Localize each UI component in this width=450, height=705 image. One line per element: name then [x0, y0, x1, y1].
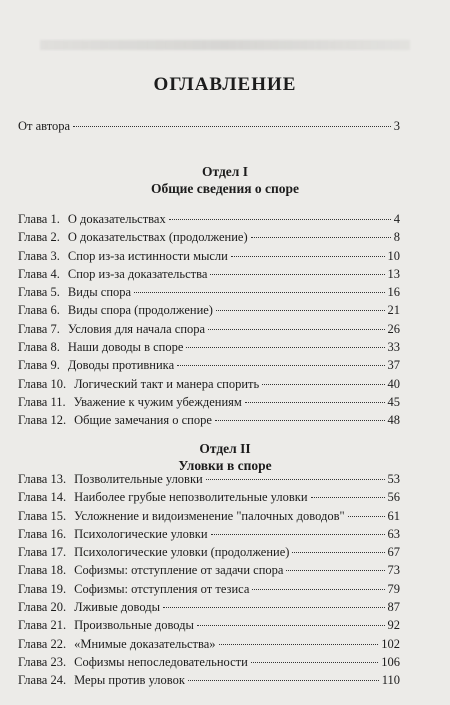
toc-entry [18, 655, 400, 673]
chapter-title: Виды спора (продолжение) [67, 303, 213, 318]
toc-entry [18, 618, 400, 636]
chapter-title: Усложнение и видоизменение "палочных доводов" [74, 508, 345, 523]
dot-leader [211, 534, 385, 535]
dot-leader [177, 365, 384, 366]
chapter-label: Глава 5. [18, 285, 60, 300]
chapter-label: Глава 15. [18, 508, 67, 523]
dot-leader [251, 237, 391, 238]
chapter-label: Глава 16. [18, 526, 67, 541]
toc-entry [18, 395, 400, 413]
section-header-2 [0, 440, 450, 474]
chapter-page: 40 [387, 376, 400, 391]
chapter-page: 92 [387, 618, 400, 633]
chapter-page: 79 [387, 581, 400, 596]
chapter-title: Меры против уловок [74, 673, 185, 688]
chapter-page: 102 [381, 636, 400, 651]
chapter-title: Уважение к чужим убеждениям [73, 394, 242, 409]
chapter-label: Глава 7. [18, 321, 60, 336]
toc-entry [18, 563, 400, 581]
chapter-label: Глава 8. [18, 340, 60, 355]
toc-entry [18, 267, 400, 285]
chapter-page: 56 [387, 490, 400, 505]
toc-entry-title: От автора [18, 119, 71, 133]
section-name: Отдел I [202, 164, 248, 179]
chapter-title: Условия для начала спора [67, 321, 206, 336]
dot-leader [186, 347, 384, 348]
dot-leader [252, 589, 384, 590]
toc-entry-page: 3 [393, 119, 400, 133]
toc-entry [18, 490, 400, 508]
dot-leader [311, 497, 385, 498]
chapter-title: Психологические уловки (продолжение) [74, 545, 290, 560]
chapter-title: Спор из-за истинности мысли [67, 248, 228, 263]
chapter-title: Софизмы: отступление от задачи спора [74, 563, 284, 578]
chapter-title: Общие замечания о споре [74, 413, 212, 428]
dot-leader [292, 552, 384, 553]
chapter-page: 106 [381, 654, 400, 669]
chapter-page: 67 [387, 545, 400, 560]
dot-leader [210, 274, 384, 275]
dot-leader [208, 329, 384, 330]
bleed-through-text [40, 40, 410, 50]
chapter-page: 87 [387, 600, 400, 615]
dot-leader [163, 607, 385, 608]
toc-entry [18, 413, 400, 431]
chapter-page: 10 [387, 248, 400, 263]
chapter-label: Глава 21. [18, 618, 67, 633]
toc-entry [18, 230, 400, 248]
chapter-title: Наши доводы в споре [67, 340, 184, 355]
chapter-page: 26 [387, 321, 400, 336]
chapter-page: 61 [387, 508, 400, 523]
chapter-title: Позволительные уловки [74, 472, 203, 486]
section-subtitle: Общие сведения о споре [150, 181, 300, 196]
dot-leader [188, 680, 379, 681]
chapter-title: Спор из-за доказательства [67, 266, 208, 281]
toc-entry [18, 600, 400, 618]
toc-entry [18, 340, 400, 358]
dot-leader [348, 516, 385, 517]
toc-entry [18, 637, 400, 655]
chapter-label: Глава 4. [18, 266, 60, 281]
dot-leader [286, 570, 384, 571]
chapter-title: Логический такт и манера спорить [74, 376, 260, 391]
toc-entry-foreword [18, 119, 400, 134]
toc-entry [18, 358, 400, 376]
chapter-title: Психологические уловки [74, 526, 208, 541]
chapter-label: Глава 3. [18, 248, 60, 263]
chapter-title: Лживые доводы [74, 600, 160, 615]
dot-leader [216, 310, 385, 311]
chapter-title: Софизмы: отступления от тезиса [74, 581, 250, 596]
chapter-label: Глава 24. [18, 673, 67, 688]
chapter-page: 37 [387, 358, 400, 373]
chapter-page: 4 [393, 212, 400, 226]
dot-leader [231, 256, 385, 257]
chapter-label: Глава 12. [18, 413, 67, 428]
toc-entry [18, 472, 400, 490]
chapter-label: Глава 6. [18, 303, 60, 318]
dot-leader [262, 384, 384, 385]
toc-entry [18, 322, 400, 340]
chapter-label: Глава 2. [18, 230, 60, 245]
section-header-1 [0, 163, 450, 197]
chapter-page: 16 [387, 285, 400, 300]
chapter-label: Глава 23. [18, 654, 67, 669]
chapter-label: Глава 22. [18, 636, 67, 651]
chapter-title: «Мнимые доказательства» [74, 636, 216, 651]
chapter-label: Глава 10. [18, 376, 67, 391]
chapter-list-section-1 [18, 212, 400, 432]
section-name: Отдел II [199, 441, 251, 456]
toc-entry [18, 545, 400, 563]
chapter-page: 45 [387, 394, 400, 409]
chapter-page: 13 [387, 266, 400, 281]
toc-entry [18, 509, 400, 527]
chapter-label: Глава 9. [18, 358, 60, 373]
toc-entry [18, 303, 400, 321]
toc-entry [18, 212, 400, 230]
chapter-title: Доводы противника [67, 358, 175, 373]
toc-entry [18, 377, 400, 395]
chapter-page: 53 [387, 472, 400, 486]
dot-leader [215, 420, 385, 421]
dot-leader [134, 292, 384, 293]
chapter-page: 110 [381, 673, 400, 688]
chapter-title: О доказательствах (продолжение) [67, 230, 248, 245]
toc-entry [18, 673, 400, 691]
chapter-title: Виды спора [67, 285, 132, 300]
section-subtitle: Уловки в споре [178, 458, 272, 473]
chapter-page: 63 [387, 526, 400, 541]
chapter-label: Глава 18. [18, 563, 67, 578]
chapter-label: Глава 20. [18, 600, 67, 615]
chapter-label: Глава 14. [18, 490, 67, 505]
chapter-label: Глава 19. [18, 581, 67, 596]
dot-leader [73, 126, 391, 127]
chapter-title: Произвольные доводы [74, 618, 194, 633]
toc-entry [18, 527, 400, 545]
chapter-label: Глава 11. [18, 394, 66, 409]
toc-entry [18, 249, 400, 267]
toc-entry [18, 285, 400, 303]
chapter-page: 21 [387, 303, 400, 318]
chapter-page: 73 [387, 563, 400, 578]
chapter-label: Глава 1. [18, 212, 60, 226]
chapter-page: 33 [387, 340, 400, 355]
chapter-page: 48 [387, 413, 400, 428]
toc-entry [18, 582, 400, 600]
dot-leader [245, 402, 385, 403]
dot-leader [206, 479, 385, 480]
page-title: ОГЛАВЛЕНИЕ [153, 74, 297, 95]
chapter-title: О доказательствах [67, 212, 166, 226]
chapter-label: Глава 17. [18, 545, 67, 560]
chapter-page: 8 [393, 230, 400, 245]
chapter-list-section-2 [18, 472, 400, 692]
dot-leader [169, 219, 391, 220]
dot-leader [197, 625, 385, 626]
dot-leader [251, 662, 378, 663]
chapter-label: Глава 13. [18, 472, 67, 486]
chapter-title: Наиболее грубые непозволительные уловки [74, 490, 308, 505]
chapter-title: Софизмы непоследовательности [74, 654, 248, 669]
dot-leader [219, 644, 379, 645]
